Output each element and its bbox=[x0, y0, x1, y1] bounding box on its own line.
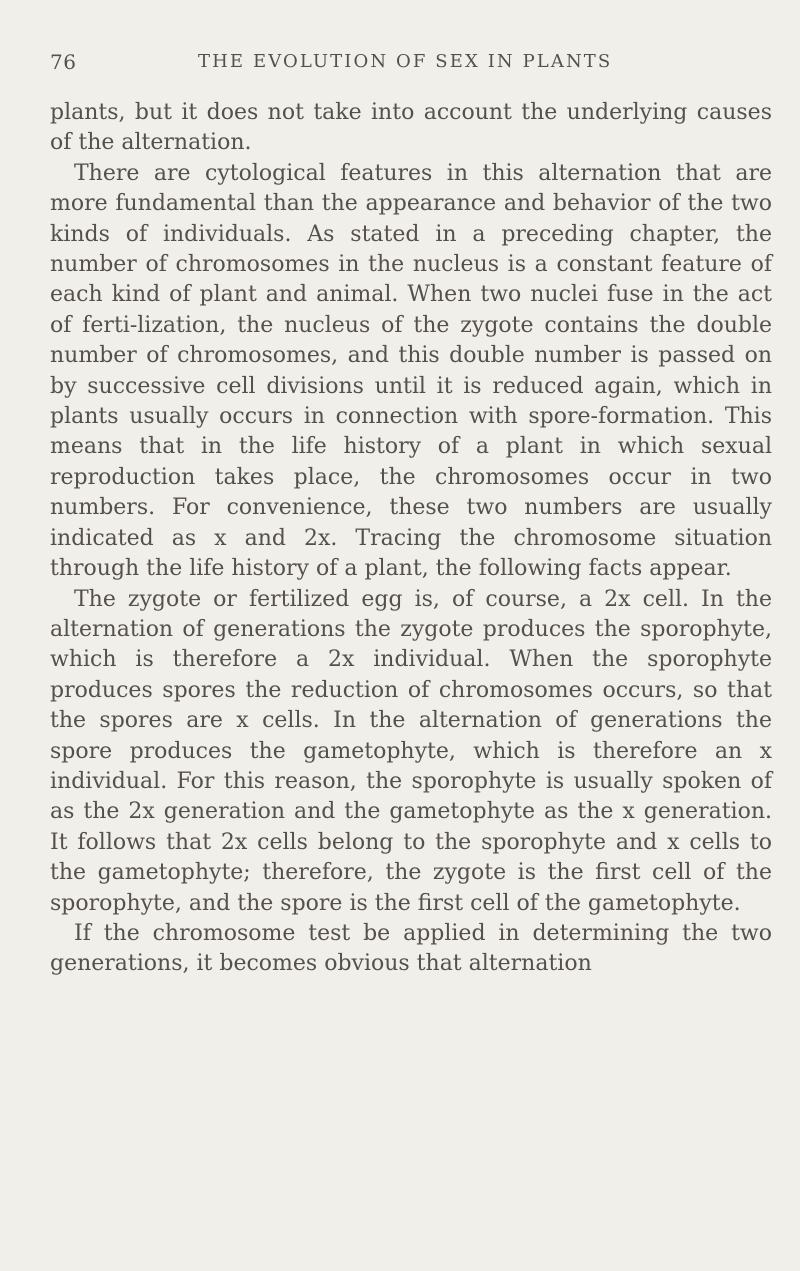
page-header bbox=[50, 50, 730, 80]
body-text bbox=[50, 98, 772, 980]
page-number: 76 bbox=[50, 50, 77, 74]
paragraph-continuation: plants, but it does not take into account the underlying causes of the alternation. bbox=[50, 100, 772, 156]
running-head: THE EVOLUTION OF SEX IN PLANTS bbox=[198, 51, 613, 72]
paragraph-zygote: The zygote or fertilized egg is, of course, a 2x cell. In the alternation of generations the zygote produces the sporophyte, which is therefore a 2x individual. When the sporophyte produces spores the reduction of chromosomes occurs, so that the spores are x cells. In the alternation of generations the spore produces the gametophyte, which is therefore an x individual. For this reason, the sporophyte is usually spoken of as the 2x generation and the gametophyte as the x generation. It follows that 2x cells belong to the sporophyte and x cells to the gametophyte; therefore, the zygote is the first cell of the sporophyte, and the spore is the first cell of the gametophyte. bbox=[50, 586, 772, 916]
paragraph-cytological-features: There are cytological features in this alternation that are more fundamental than the appearance and behavior of the two kinds of individuals. As stated in a preceding chapter, the number of chromosomes in the nucleus is a constant feature of each kind of plant and animal. When two nuclei fuse in the act of ferti-lization, the nucleus of the zygote contains the double number of chromosomes, and this double number is passed on by successive cell divisions until it is reduced again, which in plants usually occurs in connection with spore-formation. This means that in the life history of a plant in which sexual reproduction takes place, the chromosomes occur in two numbers. For convenience, these two numbers are usually indicated as x and 2x. Tracing the chromosome situation through the life history of a plant, the following facts appear. bbox=[50, 160, 772, 582]
paragraph-chromosome-test: If the chromosome test be applied in determining the two generations, it becomes obvious that alternation bbox=[50, 920, 772, 977]
